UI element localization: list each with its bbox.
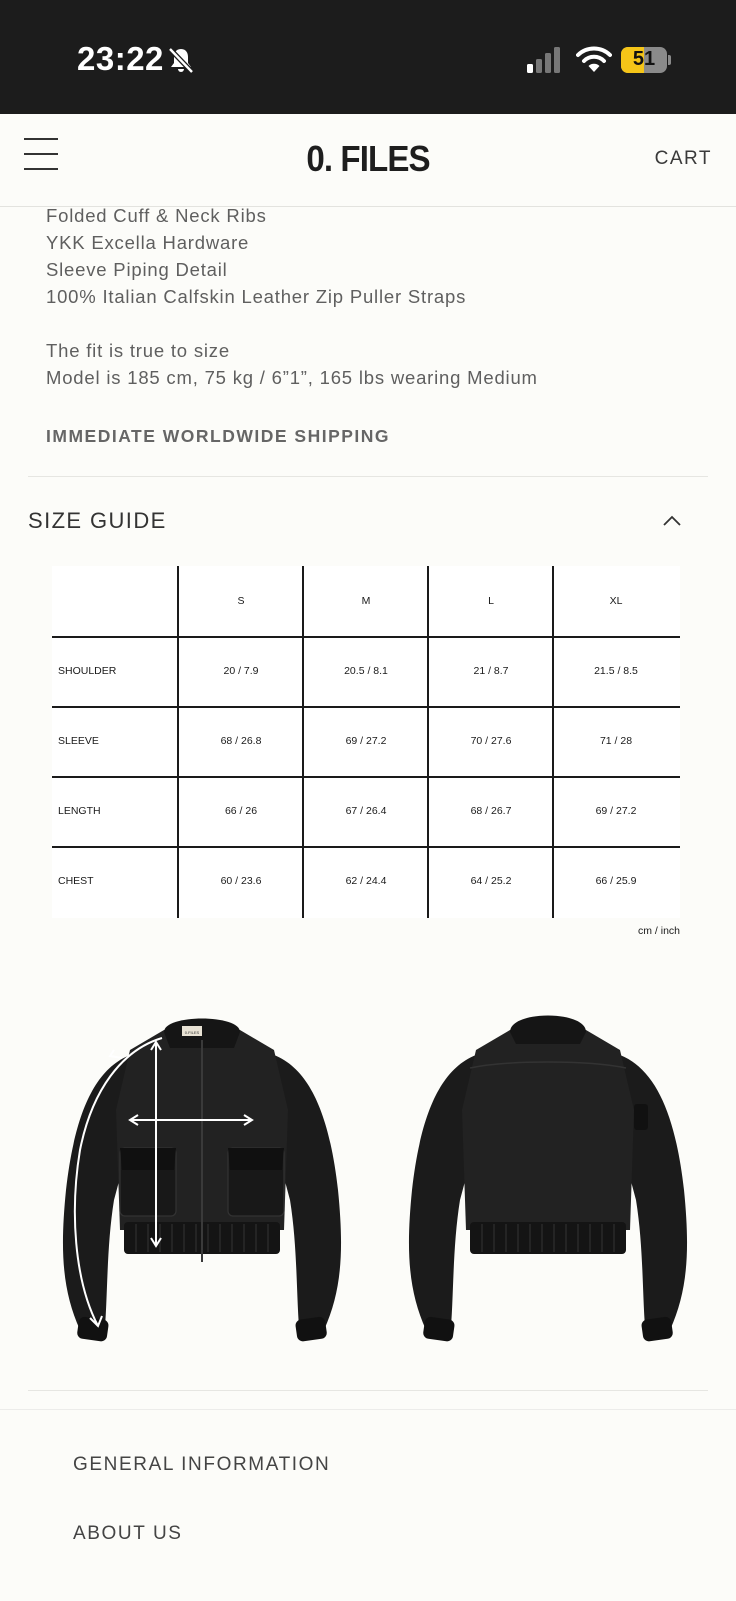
measurement-label: CHEST	[58, 875, 94, 887]
jacket-back-illustration	[398, 1000, 698, 1360]
status-time: 23:22	[77, 40, 164, 77]
footer	[0, 1409, 736, 1601]
table-cell: 69 / 27.2	[345, 735, 387, 747]
site-header	[0, 114, 736, 207]
description-line: Sleeve Piping Detail	[46, 259, 228, 280]
jacket-front-illustration	[52, 1000, 352, 1360]
table-cell: 67 / 26.4	[345, 805, 387, 817]
description-line: 100% Italian Calfskin Leather Zip Puller Straps	[46, 286, 467, 307]
table-rule	[52, 636, 680, 638]
size-column-header: XL	[609, 595, 623, 607]
table-cell: 66 / 25.9	[595, 875, 637, 887]
measurement-label: SLEEVE	[58, 735, 99, 747]
table-rule	[52, 776, 680, 778]
shipping-notice: IMMEDIATE WORLDWIDE SHIPPING	[46, 426, 391, 446]
size-column-header: S	[237, 595, 245, 607]
description-line: YKK Excella Hardware	[46, 232, 250, 253]
size-guide-title[interactable]: SIZE GUIDE	[28, 508, 167, 533]
size-column-header: M	[361, 595, 371, 607]
battery-percent: 51	[632, 48, 656, 70]
table-cell: 66 / 26	[224, 805, 258, 817]
jacket-label: 0.FILES	[184, 1030, 200, 1035]
wifi-icon	[576, 45, 612, 73]
table-cell: 21.5 / 8.5	[594, 665, 638, 677]
table-rule	[52, 706, 680, 708]
chevron-up-icon[interactable]	[660, 512, 684, 530]
size-table	[52, 566, 680, 918]
table-cell: 62 / 24.4	[345, 875, 387, 887]
table-cell: 64 / 25.2	[470, 875, 512, 887]
divider	[28, 476, 708, 477]
table-cell: 21 / 8.7	[473, 665, 509, 677]
site-logo[interactable]: 0. FILES	[306, 138, 430, 179]
footer-link-general-information[interactable]: GENERAL INFORMATION	[73, 1454, 331, 1475]
battery-body	[621, 47, 667, 73]
signal-icon	[527, 47, 563, 73]
description-line: Folded Cuff & Neck Ribs	[46, 205, 267, 226]
battery-cap	[668, 55, 671, 65]
table-cell: 68 / 26.8	[220, 735, 262, 747]
divider	[28, 1390, 708, 1391]
description-line: Model is 185 cm, 75 kg / 6”1”, 165 lbs wearing Medium	[46, 367, 538, 388]
table-cell: 71 / 28	[599, 735, 633, 747]
table-cell: 68 / 26.7	[470, 805, 512, 817]
table-cell: 69 / 27.2	[595, 805, 637, 817]
bell-slash-icon	[166, 45, 196, 75]
measurement-label: SHOULDER	[58, 665, 117, 677]
size-column-header: L	[488, 595, 494, 607]
table-cell: 70 / 27.6	[470, 735, 512, 747]
footer-link-about-us[interactable]: ABOUT US	[73, 1523, 183, 1544]
unit-note: cm / inch	[638, 925, 681, 937]
measurement-label: LENGTH	[58, 805, 101, 817]
table-cell: 20 / 7.9	[223, 665, 259, 677]
table-rule	[52, 846, 680, 848]
battery-icon	[621, 47, 671, 73]
cart-link[interactable]: CART	[654, 148, 712, 169]
status-bar	[0, 0, 736, 114]
table-cell: 60 / 23.6	[220, 875, 262, 887]
description-line: The fit is true to size	[46, 340, 230, 361]
table-cell: 20.5 / 8.1	[344, 665, 388, 677]
